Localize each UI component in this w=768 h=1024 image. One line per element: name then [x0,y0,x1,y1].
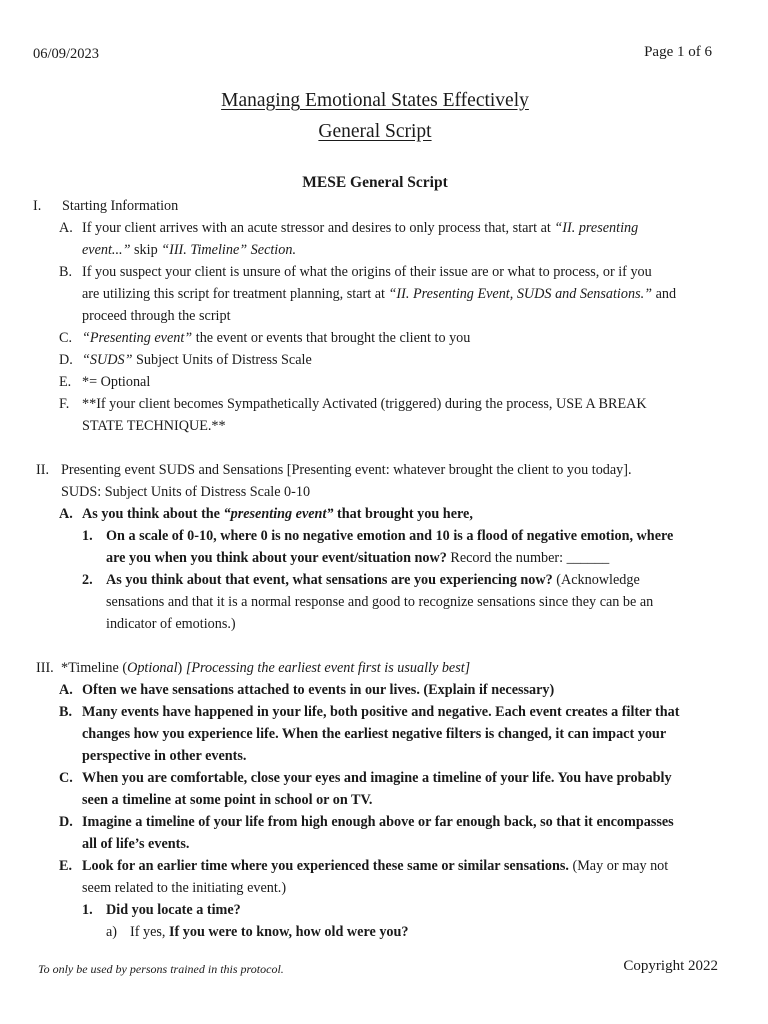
section-3-number: III. [36,660,54,676]
section-1-c-text: “Presenting event” the event or events that brought the client to you [82,330,471,346]
section-2-item-1-line-1: On a scale of 0-10, where 0 is no negative emotion and 10 is a flood of negative emotion, where [106,528,674,544]
document-title: Managing Emotional States Effectively [221,90,529,111]
section-3-d-label: D. [59,814,73,830]
section-3-a-text: Often we have sensations attached to events in our lives. (Explain if necessary) [82,682,555,698]
page-number: Page 1 of 6 [644,44,712,60]
section-2-item-2-label: 2. [82,572,93,588]
section-1-a-label: A. [59,220,73,236]
section-3-b-label: B. [59,704,73,720]
section-3-d-line-2: all of life’s events. [82,836,190,852]
section-2-item-2-line-2: sensations and that it is a normal response and good to recognize sensations since they can be an [106,594,654,610]
section-3-c-line-1: When you are comfortable, close your eyes and imagine a timeline of your life. You have probably [82,770,672,786]
section-3-c-label: C. [59,770,73,786]
section-3-a-label: A. [59,682,73,698]
section-2-item-2-line-1: As you think about that event, what sensations are you experiencing now? (Acknowledge [106,572,640,588]
section-3-e-line-1: Look for an earlier time where you experienced these same or similar sensations. (May or may not [82,858,669,874]
section-1-number: I. [33,198,42,214]
section-1-a-line-2: event...” skip “III. Timeline” Section. [82,242,296,258]
section-1-a-line-1: If your client arrives with an acute stressor and desires to only process that, start at “II. presenting [82,220,639,236]
section-1-f-line-2: STATE TECHNIQUE.** [82,418,226,434]
section-2-a-label: A. [59,506,73,522]
section-3-e-1-a-text: If yes, If you were to know, how old were you? [130,924,409,940]
section-3-b-line-1: Many events have happened in your life, both positive and negative. Each event creates a filter that [82,704,680,720]
section-3-e-line-2: seem related to the initiating event.) [82,880,287,896]
section-3-e-1-a-label: a) [106,924,118,940]
section-3-b-line-2: changes how you experience life. When the earliest negative filters is changed, it can impact your [82,726,667,742]
section-3-e-1-label: 1. [82,902,93,918]
section-1-d-text: “SUDS” Subject Units of Distress Scale [82,352,312,368]
section-2-item-1-line-2: are you when you think about your event/situation now? Record the number: ______ [106,550,610,566]
section-2-number: II. [36,462,49,478]
section-1-f-line-1: **If your client becomes Sympathetically Activated (triggered) during the process, USE A BREAK [82,396,647,412]
section-2-line-1: Presenting event SUDS and Sensations [Presenting event: whatever brought the client to you today]. [61,462,632,478]
section-1-f-label: F. [59,396,70,412]
section-3-e-label: E. [59,858,73,874]
section-1-b-label: B. [59,264,73,280]
footer-disclaimer: To only be used by persons trained in this protocol. [38,962,284,976]
section-3-e-1-text: Did you locate a time? [106,902,241,918]
section-3-b-line-3: perspective in other events. [82,748,247,764]
section-2-item-2-line-3: indicator of emotions.) [106,616,236,632]
document-date: 06/09/2023 [33,46,100,62]
section-3-c-line-2: seen a timeline at some point in school or on TV. [82,792,373,808]
section-3-d-line-1: Imagine a timeline of your life from high enough above or far enough back, so that it encompasses [82,814,674,830]
section-3-title: *Timeline (Optional) [Processing the earliest event first is usually best] [61,660,471,676]
document-subtitle: General Script [318,121,432,142]
section-1-b-line-2: are utilizing this script for treatment planning, start at “II. Presenting Event, SUDS and Sensations.” and [82,286,677,302]
section-2-a-text: As you think about the “presenting event” that brought you here, [82,506,473,522]
section-1-title: Starting Information [62,198,179,214]
section-1-d-label: D. [59,352,73,368]
section-2-line-2: SUDS: Subject Units of Distress Scale 0-10 [61,484,311,500]
section-1-b-line-1: If you suspect your client is unsure of what the origins of their issue are or what to process, or if you [82,264,652,280]
section-2-item-1-label: 1. [82,528,93,544]
footer-copyright: Copyright 2022 [623,958,718,974]
section-1-c-label: C. [59,330,73,346]
section-1-b-line-3: proceed through the script [82,308,231,324]
section-1-e-label: E. [59,374,72,390]
section-1-e-text: *= Optional [82,374,151,390]
script-heading: MESE General Script [302,174,448,191]
